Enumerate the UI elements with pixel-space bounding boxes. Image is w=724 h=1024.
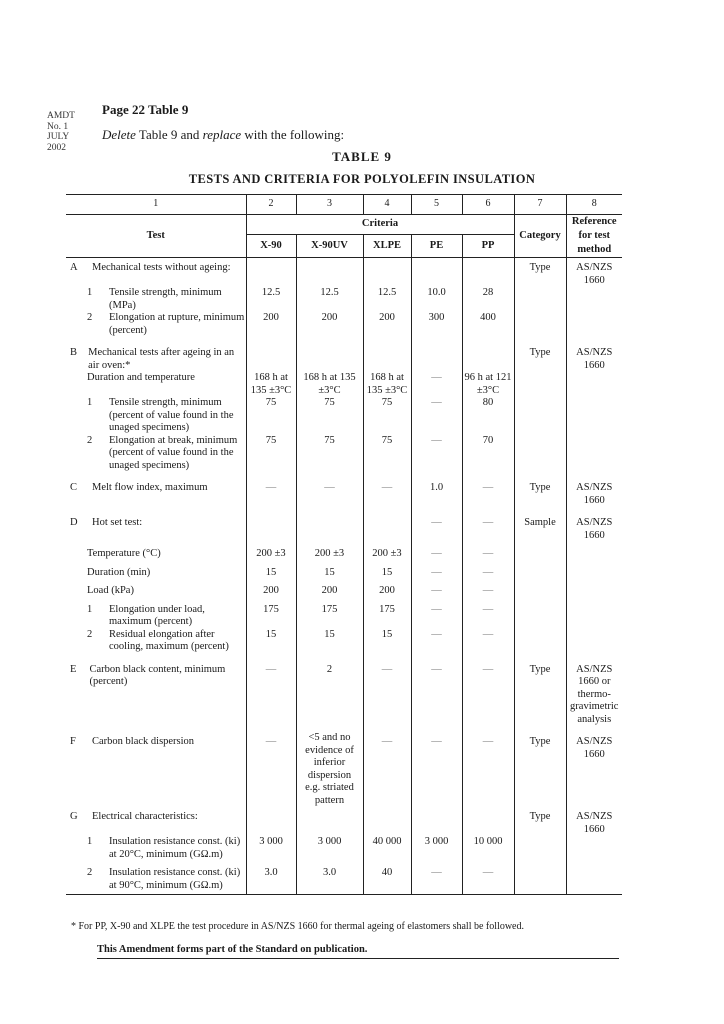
item-label: Insulation resistance const. (ki) at 90°C, minimum (GΩ.m) (109, 867, 241, 891)
reference-cell: AS/NZS 1660 (566, 478, 622, 513)
row-label: Temperature (°C) (87, 548, 161, 559)
table-row (66, 513, 622, 548)
dash-cell: — (246, 478, 296, 513)
section-letter: B (70, 347, 78, 358)
dash-cell: — (411, 513, 462, 548)
dash-cell: — (462, 548, 514, 567)
dash-cell: — (462, 513, 514, 548)
value-cell: 12.5 (296, 287, 363, 312)
table-row (66, 867, 622, 895)
row-label: Duration (min) (87, 566, 151, 578)
value-cell: 28 (462, 287, 514, 312)
dash-cell: — (462, 567, 514, 586)
table-row (66, 397, 622, 435)
instruction-replace: replace (202, 127, 242, 142)
dash-cell: — (411, 867, 462, 895)
table-row (66, 548, 622, 567)
value-cell: 300 (411, 312, 462, 343)
header-row (66, 215, 622, 235)
item-number: 2 (87, 434, 93, 446)
value-cell: 200 ±3 (246, 548, 296, 567)
value-cell: 200 (363, 312, 411, 343)
table-row (66, 372, 622, 397)
dash-cell: — (411, 732, 462, 807)
instruction-tail: with the following: (241, 127, 345, 142)
value-cell: 175 (246, 604, 296, 629)
reference-cell: AS/NZS 1660 or thermo-gravimetric analysis (566, 660, 622, 733)
row-label: Duration and temperature (87, 372, 195, 383)
column-number-row (66, 195, 622, 215)
amendment-instruction (102, 127, 344, 143)
col-num: 5 (411, 195, 462, 215)
col-num: 4 (363, 195, 411, 215)
table-title: TESTS AND CRITERIA FOR POLYOLEFIN INSULATION (188, 172, 536, 186)
instruction-delete: Delete (102, 127, 136, 142)
amendment-rule (97, 958, 619, 959)
dash-cell: — (462, 660, 514, 733)
value-cell: 3 000 (246, 836, 296, 867)
col-num: 6 (462, 195, 514, 215)
dash-cell: — (462, 478, 514, 513)
item-label: Insulation resistance const. (ki) at 20°C, minimum (GΩ.m) (109, 836, 241, 860)
table-row (66, 585, 622, 604)
table-row (66, 287, 622, 312)
category-cell: Type (514, 732, 566, 807)
value-cell: 40 (363, 867, 411, 895)
value-cell: 200 (296, 585, 363, 604)
item-number: 1 (87, 287, 93, 298)
value-cell: 15 (296, 629, 363, 660)
header-reference: Reference for test method (566, 215, 622, 258)
table-number: TABLE 9 (332, 149, 392, 164)
reference-cell: AS/NZS 1660 (566, 258, 622, 288)
reference-cell: AS/NZS 1660 (566, 732, 622, 807)
value-cell: 15 (363, 567, 411, 586)
dash-cell: — (363, 478, 411, 513)
dash-cell: — (411, 660, 462, 733)
header-category: Category (514, 215, 566, 258)
reference-cell: AS/NZS 1660 (566, 513, 622, 548)
table-row (66, 567, 622, 586)
value-cell: 200 (296, 312, 363, 343)
section-title: Carbon black content, minimum (percent) (89, 663, 226, 687)
section-title: Carbon black dispersion (92, 736, 195, 747)
value-cell: 200 (246, 585, 296, 604)
header-x90: X-90 (246, 235, 296, 258)
item-number: 1 (87, 397, 93, 408)
amendment-line: No. 1 (47, 121, 69, 132)
value-cell: 168 h at 135 ±3°C (296, 372, 363, 397)
dash-cell: — (411, 629, 462, 660)
category-cell: Type (514, 258, 566, 288)
value-cell: 15 (363, 629, 411, 660)
value-cell: 175 (363, 604, 411, 629)
value-cell: 200 ±3 (363, 548, 411, 567)
item-label: Tensile strength, minimum (MPa) (109, 287, 222, 311)
value-cell: 75 (296, 397, 363, 435)
dash-cell: — (462, 629, 514, 660)
value-cell: 1.0 (411, 478, 462, 513)
item-number: 2 (87, 312, 93, 323)
amendment-line: 2002 (47, 142, 66, 153)
value-cell: 75 (363, 435, 411, 479)
table-row (66, 604, 622, 629)
header-pp: PP (462, 235, 514, 258)
value-cell: 3.0 (296, 867, 363, 895)
reference-cell: AS/NZS 1660 (566, 343, 622, 372)
table-row (66, 807, 622, 836)
amendment-line: JULY (47, 132, 70, 142)
section-title: Melt flow index, maximum (92, 482, 208, 493)
value-cell: 3 000 (411, 836, 462, 867)
dash-cell: — (462, 867, 514, 895)
table-row (66, 629, 622, 660)
col-num: 3 (296, 195, 363, 215)
table-row (66, 836, 622, 867)
value-cell: 15 (246, 567, 296, 586)
item-label: Residual elongation after cooling, maximum (percent) (109, 628, 229, 652)
value-cell: 75 (296, 435, 363, 479)
header-criteria: Criteria (246, 215, 514, 235)
category-cell: Type (514, 807, 566, 836)
header-test: Test (66, 215, 246, 258)
item-label: Elongation at rupture, minimum (percent) (109, 312, 245, 336)
col-num: 7 (514, 195, 566, 215)
section-title: Mechanical tests without ageing: (92, 262, 231, 273)
footnote: * For PP, X-90 and XLPE the test procedure in AS/NZS 1660 for thermal ageing of elastomers shall be followed. (71, 921, 524, 932)
value-cell: 75 (246, 435, 296, 479)
header-pe: PE (411, 235, 462, 258)
table-row (66, 343, 622, 372)
section-title: Hot set test: (92, 517, 143, 528)
table-row (66, 660, 622, 733)
dash-cell: — (246, 732, 296, 807)
category-cell: Type (514, 660, 566, 733)
value-cell: 80 (462, 397, 514, 435)
value-cell: 200 ±3 (296, 548, 363, 567)
dash-cell: — (246, 660, 296, 733)
table-row (66, 258, 622, 288)
instruction-mid: Table 9 and (135, 127, 203, 142)
item-number: 1 (87, 603, 93, 615)
value-cell: 15 (296, 567, 363, 586)
amendment-line: AMDT (47, 111, 75, 121)
amendment-note: This Amendment forms part of the Standard on publication. (97, 944, 368, 955)
category-cell: Sample (514, 513, 566, 548)
header-xlpe: XLPE (363, 235, 411, 258)
table-row (66, 478, 622, 513)
item-number: 1 (87, 836, 93, 847)
value-cell: 12.5 (246, 287, 296, 312)
reference-cell: AS/NZS 1660 (566, 807, 622, 836)
value-cell: 10.0 (411, 287, 462, 312)
value-cell: 70 (462, 435, 514, 479)
item-number: 2 (87, 867, 93, 878)
category-cell: Type (514, 478, 566, 513)
value-cell: 40 000 (363, 836, 411, 867)
col-num: 8 (566, 195, 622, 215)
dash-cell: — (462, 585, 514, 604)
value-cell: 15 (246, 629, 296, 660)
page-reference: Page 22 Table 9 (102, 102, 189, 117)
col-num: 2 (246, 195, 296, 215)
dash-cell: — (462, 732, 514, 807)
dash-cell: — (296, 478, 363, 513)
item-label: Elongation under load, maximum (percent) (109, 603, 205, 627)
col-num: 1 (66, 195, 246, 215)
row-label: Load (kPa) (87, 585, 134, 596)
dash-cell: — (411, 604, 462, 629)
dash-cell: — (363, 660, 411, 733)
value-cell: 75 (246, 397, 296, 435)
section-title: Electrical characteristics: (92, 811, 198, 822)
dash-cell: — (411, 435, 462, 479)
item-label: Elongation at break, minimum (percent of value found in the unaged specimens) (109, 434, 238, 471)
table-row (66, 312, 622, 343)
section-letter: C (70, 482, 78, 493)
value-cell: 168 h at 135 ±3°C (246, 372, 296, 397)
value-cell: 10 000 (462, 836, 514, 867)
dash-cell: — (462, 604, 514, 629)
section-title: Mechanical tests after ageing in an air oven:* (88, 347, 235, 371)
value-cell: 75 (363, 397, 411, 435)
section-letter: A (70, 262, 78, 273)
value-cell: 200 (363, 585, 411, 604)
value-cell: 400 (462, 312, 514, 343)
section-letter: G (70, 811, 78, 822)
value-cell: 168 h at 135 ±3°C (363, 372, 411, 397)
item-label: Tensile strength, minimum (percent of value found in the unaged specimens) (109, 397, 234, 433)
value-cell: 2 (296, 660, 363, 733)
amendment-marker (47, 111, 75, 153)
table-row (66, 435, 622, 479)
dash-cell: — (411, 585, 462, 604)
value-cell: 12.5 (363, 287, 411, 312)
table-row (66, 732, 622, 807)
item-number: 2 (87, 628, 93, 640)
category-cell: Type (514, 343, 566, 372)
dash-cell: — (411, 397, 462, 435)
header-x90uv: X-90UV (296, 235, 363, 258)
value-cell: 200 (246, 312, 296, 343)
value-cell: 3.0 (246, 867, 296, 895)
dash-cell: — (363, 732, 411, 807)
criteria-table (66, 194, 622, 895)
dash-cell: — (411, 548, 462, 567)
section-letter: F (70, 736, 76, 747)
section-letter: D (70, 517, 78, 528)
value-cell: 175 (296, 604, 363, 629)
value-cell: 96 h at 121 ±3°C (462, 372, 514, 397)
value-cell: <5 and no evidence of inferior dispersion e.g. striated pattern (296, 732, 363, 807)
dash-cell: — (411, 372, 462, 397)
value-cell: 3 000 (296, 836, 363, 867)
dash-cell: — (411, 567, 462, 586)
section-letter: E (70, 663, 77, 675)
